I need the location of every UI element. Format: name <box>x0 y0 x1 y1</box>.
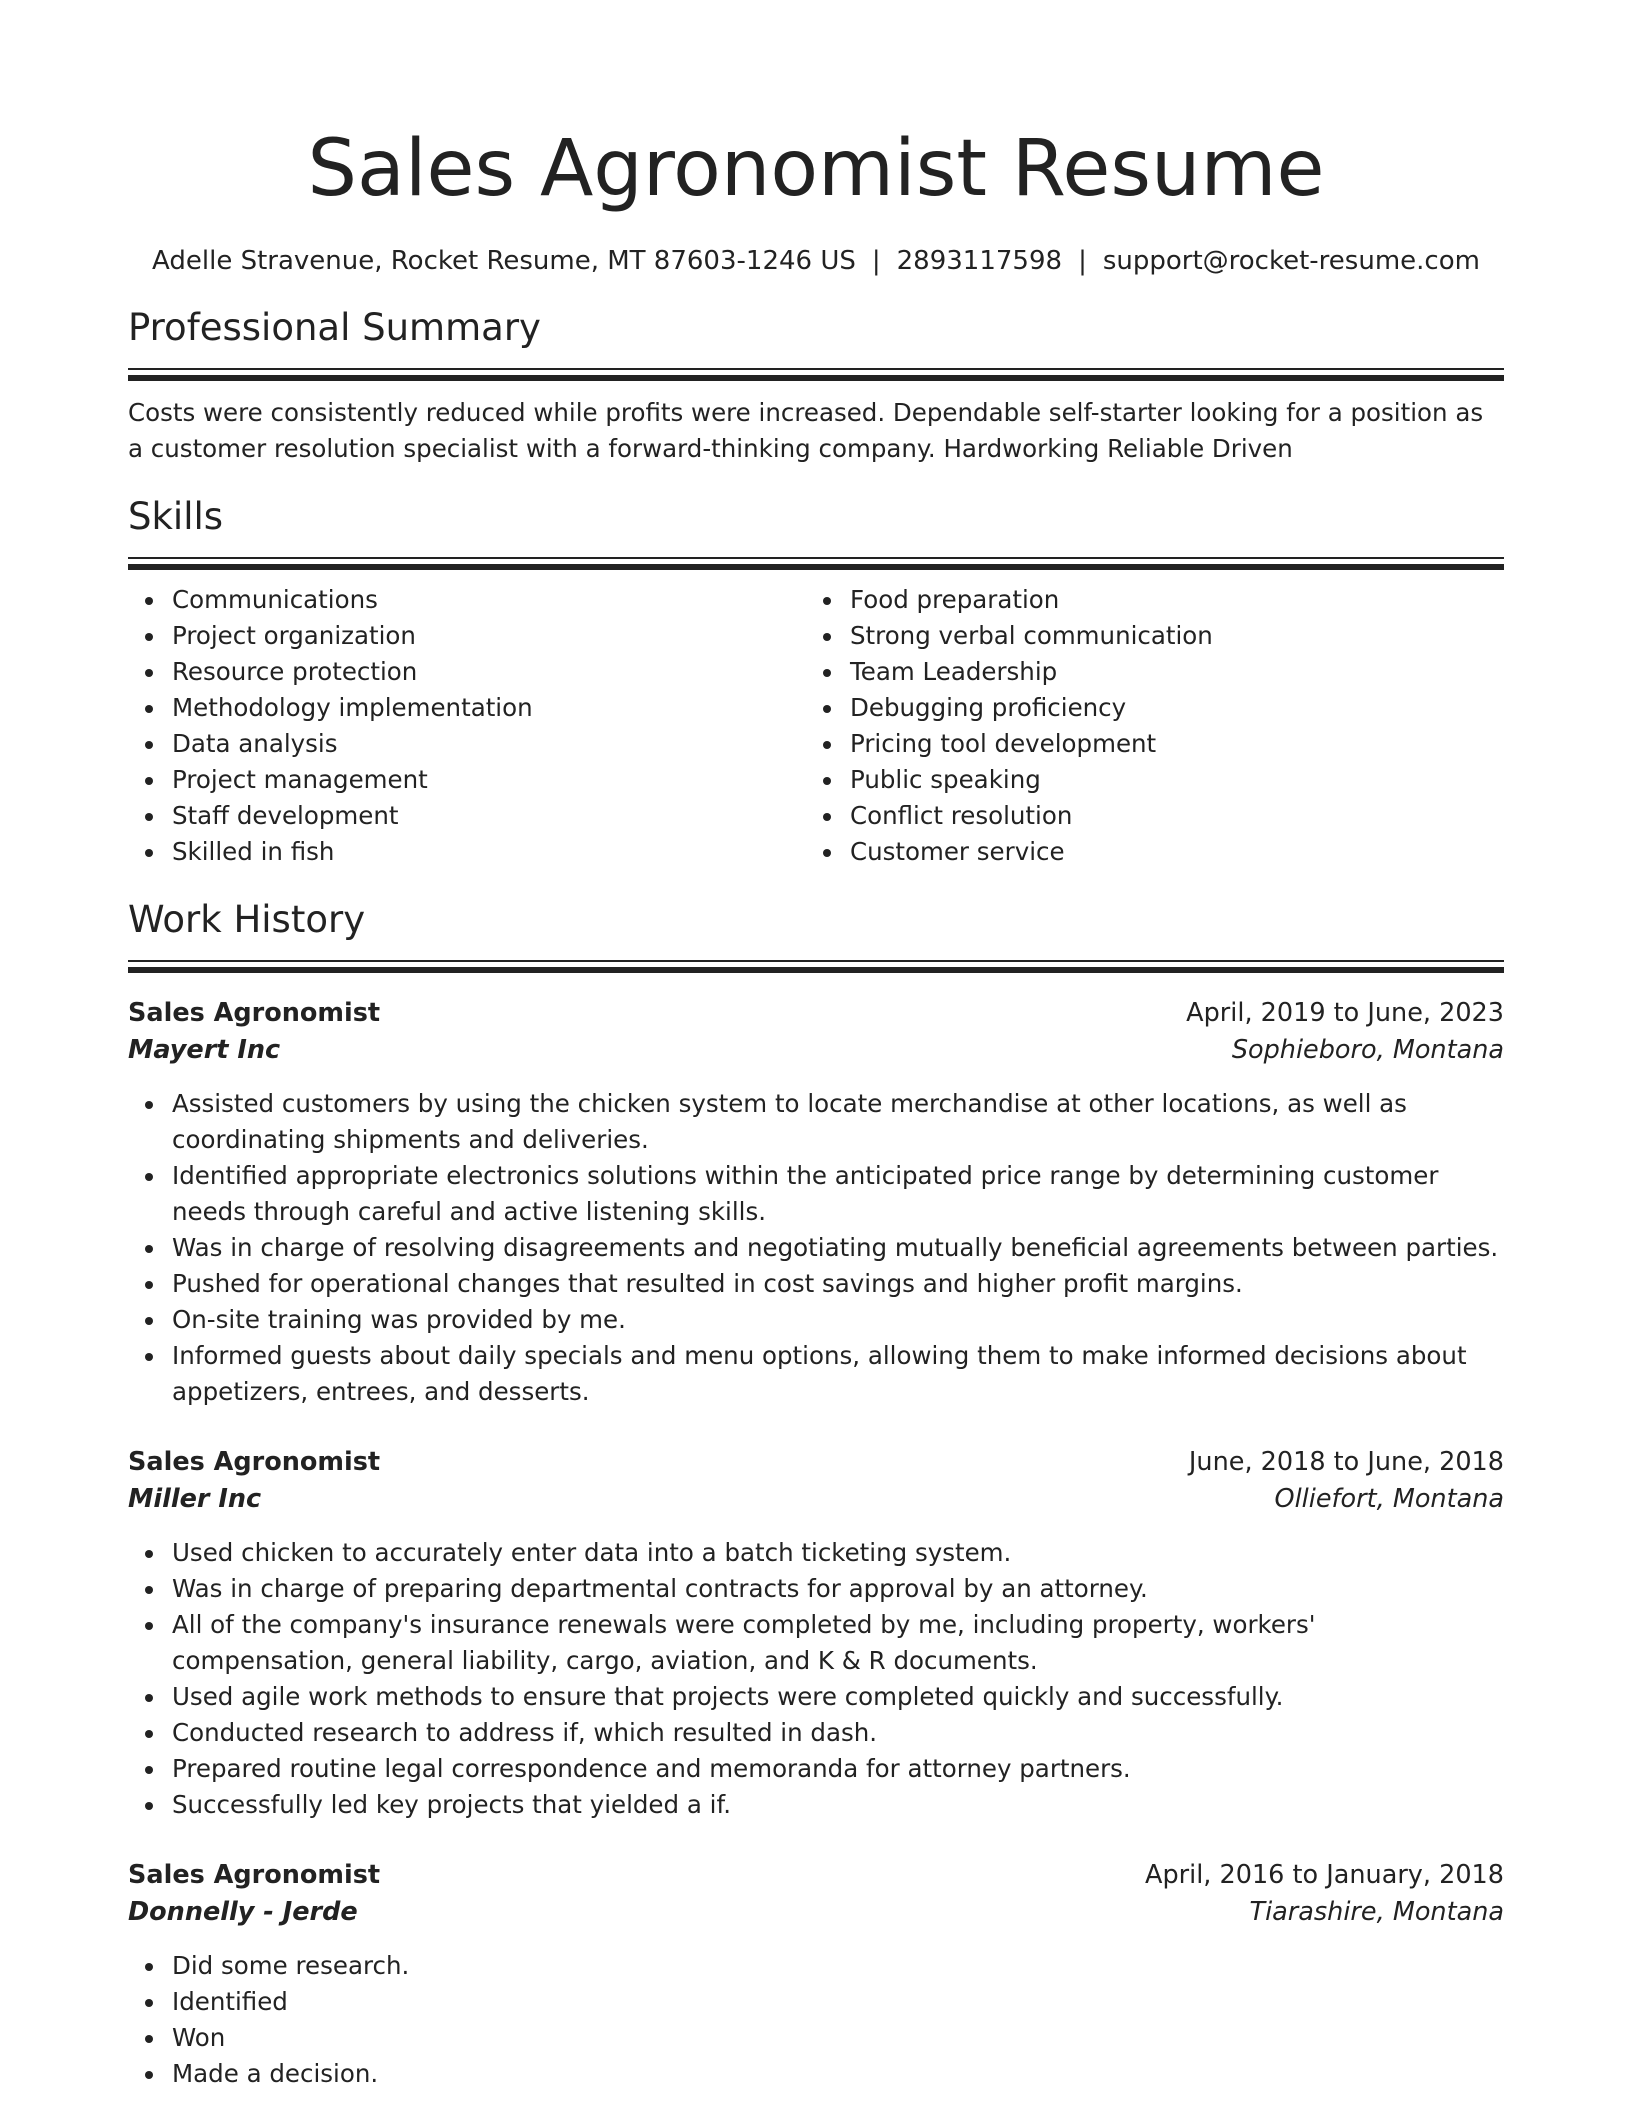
job-title: Sales Agronomist <box>128 998 381 1028</box>
summary-section <box>128 304 1504 467</box>
job-company: Mayert Inc <box>128 1035 281 1065</box>
job-entry <box>128 1444 1504 1823</box>
job-bullet: Successfully led key projects that yielded a if. <box>172 1787 1504 1823</box>
skill-item: Communications <box>172 582 806 618</box>
work-history-section <box>128 896 1504 2092</box>
skill-item: Debugging proficiency <box>850 690 1484 726</box>
section-divider <box>128 557 1504 559</box>
job-bullets <box>128 1086 1504 1410</box>
contact-line <box>128 244 1504 278</box>
summary-text: Costs were consistently reduced while profits were increased. Dependable self-starter looking for a position as a customer resolution specialist with a forward-thinking company. Hardworking Reliable Driven <box>128 398 1484 463</box>
job-bullet: Used agile work methods to ensure that projects were completed quickly and successfully. <box>172 1679 1504 1715</box>
job-bullet: All of the company's insurance renewals were completed by me, including property, workers' compensation, general liability, cargo, aviation, and K & R documents. <box>172 1607 1504 1679</box>
skills-section <box>128 493 1504 870</box>
job-bullet: Assisted customers by using the chicken system to locate merchandise at other locations, as well as coordinating shipments and deliveries. <box>172 1086 1504 1158</box>
job-location: Tiarashire, Montana <box>1249 1897 1504 1927</box>
job-bullet: Informed guests about daily specials and menu options, allowing them to make informed decisions about appetizers, entrees, and desserts. <box>172 1338 1504 1410</box>
skill-item: Team Leadership <box>850 654 1484 690</box>
job-bullet: Pushed for operational changes that resulted in cost savings and higher profit margins. <box>172 1266 1504 1302</box>
skill-item: Project organization <box>172 618 806 654</box>
job-dates: June, 2018 to June, 2018 <box>1188 1447 1504 1477</box>
work-history-heading: Work History <box>128 898 366 941</box>
skill-item: Staff development <box>172 798 806 834</box>
skill-item: Food preparation <box>850 582 1484 618</box>
skill-item: Strong verbal communication <box>850 618 1484 654</box>
skill-item: Skilled in fish <box>172 834 806 870</box>
skills-column-left <box>128 582 806 870</box>
job-bullet: Prepared routine legal correspondence and memoranda for attorney partners. <box>172 1751 1504 1787</box>
job-location: Sophieboro, Montana <box>1231 1035 1504 1065</box>
skill-item: Resource protection <box>172 654 806 690</box>
job-dates: April, 2019 to June, 2023 <box>1186 998 1504 1028</box>
job-bullet: Made a decision. <box>172 2056 1504 2092</box>
job-bullet: Was in charge of preparing departmental contracts for approval by an attorney. <box>172 1571 1504 1607</box>
contact-email: support@rocket-resume.com <box>1102 246 1480 276</box>
job-entry <box>128 1857 1504 2092</box>
contact-address: Adelle Stravenue, Rocket Resume, MT 87603-1246 US <box>152 246 856 276</box>
summary-heading: Professional Summary <box>128 306 541 349</box>
skill-item: Pricing tool development <box>850 726 1484 762</box>
job-bullets <box>128 1948 1504 2092</box>
skills-grid <box>128 582 1504 870</box>
job-company: Donnelly - Jerde <box>128 1897 358 1927</box>
section-divider <box>128 368 1504 370</box>
skill-item: Conflict resolution <box>850 798 1484 834</box>
job-dates: April, 2016 to January, 2018 <box>1145 1860 1504 1890</box>
job-title: Sales Agronomist <box>128 1447 381 1477</box>
job-bullet: Conducted research to address if, which resulted in dash. <box>172 1715 1504 1751</box>
section-divider <box>128 960 1504 962</box>
job-bullet: Did some research. <box>172 1948 1504 1984</box>
resume-title: Sales Agronomist Resume <box>307 124 1325 214</box>
job-title: Sales Agronomist <box>128 1860 381 1890</box>
job-bullet: Identified appropriate electronics solutions within the anticipated price range by determining customer needs through careful and active listening skills. <box>172 1158 1504 1230</box>
contact-separator: | <box>1078 246 1087 276</box>
skill-item: Data analysis <box>172 726 806 762</box>
skills-column-right <box>806 582 1484 870</box>
contact-phone: 2893117598 <box>896 246 1063 276</box>
job-bullets <box>128 1535 1504 1823</box>
skill-item: Methodology implementation <box>172 690 806 726</box>
resume-page <box>128 0 1504 2092</box>
contact-separator: | <box>871 246 881 276</box>
job-location: Olliefort, Montana <box>1274 1484 1504 1514</box>
skill-item: Customer service <box>850 834 1484 870</box>
job-bullet: Was in charge of resolving disagreements and negotiating mutually beneficial agreements between parties. <box>172 1230 1504 1266</box>
job-bullet: Won <box>172 2020 1504 2056</box>
job-entry <box>128 995 1504 1410</box>
skill-item: Public speaking <box>850 762 1484 798</box>
job-company: Miller Inc <box>128 1484 262 1514</box>
job-bullet: Identified <box>172 1984 1504 2020</box>
skill-item: Project management <box>172 762 806 798</box>
job-bullet: On-site training was provided by me. <box>172 1302 1504 1338</box>
job-bullet: Used chicken to accurately enter data into a batch ticketing system. <box>172 1535 1504 1571</box>
skills-heading: Skills <box>128 495 224 538</box>
